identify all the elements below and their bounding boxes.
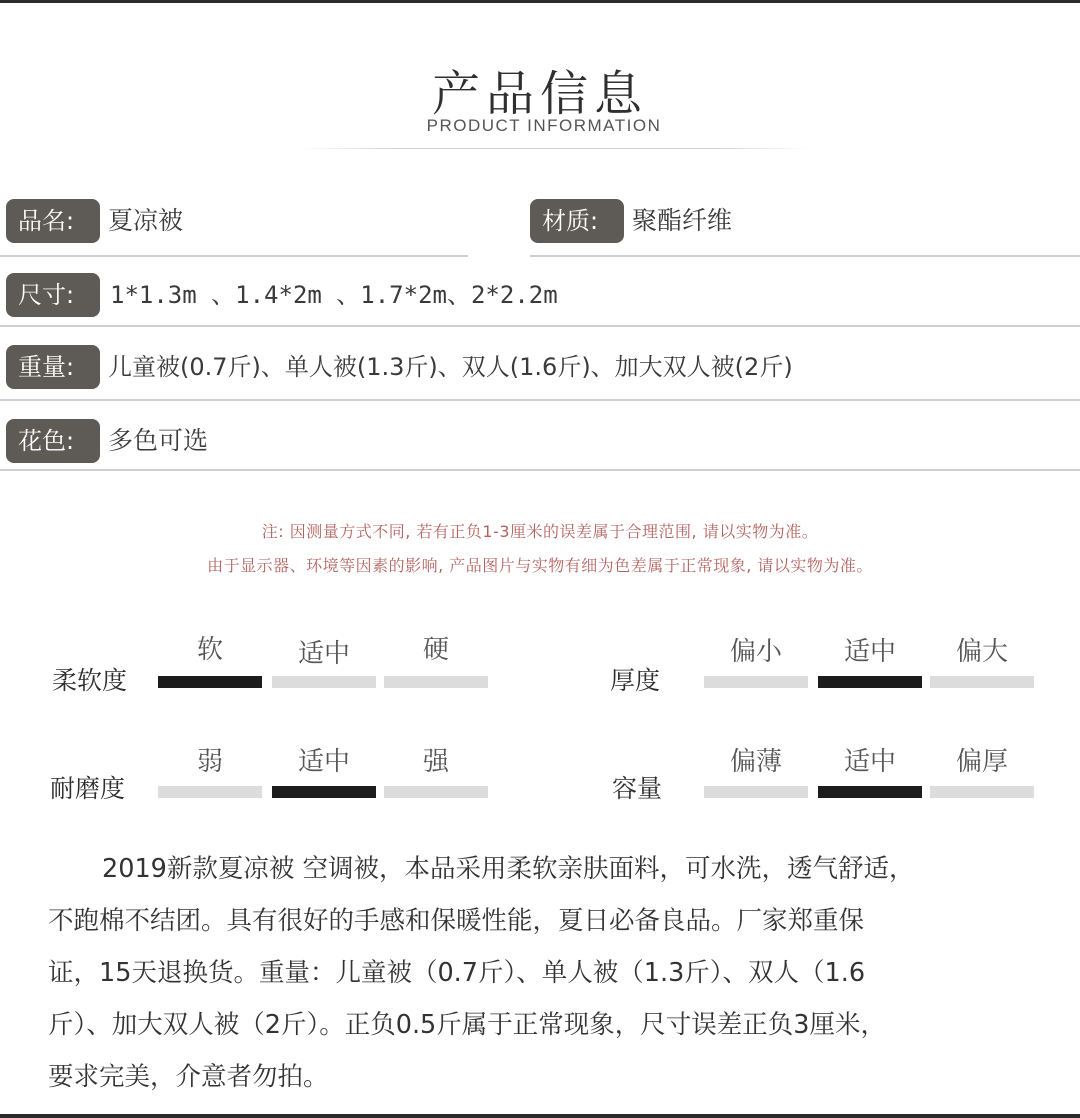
metric-thickness-bar <box>930 676 1034 688</box>
metric-softness-level: 软 <box>196 635 223 665</box>
name-divider <box>0 255 468 257</box>
metric-abrasion-label: 耐磨度 <box>50 774 126 803</box>
page-subtitle: PRODUCT INFORMATION <box>426 116 662 135</box>
metric-abrasion-bar <box>384 786 488 798</box>
metric-softness-level: 硬 <box>422 635 449 665</box>
material-tag: 材质: <box>530 199 624 243</box>
note-line-1: 注: 因测量方式不同, 若有正负1-3厘米的误差属于合理范围, 请以实物为准。 <box>261 522 819 541</box>
size-value: 1*1.3m 、1.4*2m 、1.7*2m、2*2.2m <box>110 281 558 309</box>
metric-softness-label: 柔软度 <box>52 666 128 695</box>
page-title: 产品信息 <box>431 66 648 122</box>
metric-abrasion-level: 弱 <box>196 747 223 777</box>
name-tag: 品名: <box>6 199 100 243</box>
metric-thickness-label: 厚度 <box>610 666 661 695</box>
weight-divider <box>0 399 1080 401</box>
title-divider <box>300 148 810 149</box>
metric-thickness-bar <box>704 676 808 688</box>
color-value: 多色可选 <box>108 426 209 455</box>
material-value: 聚酯纤维 <box>632 206 733 235</box>
description-line: 2019新款夏凉被 空调被，本品采用柔软亲肤面料，可水洗，透气舒适， <box>102 854 915 884</box>
metric-capacity-level: 适中 <box>843 747 896 777</box>
metric-abrasion-level: 强 <box>422 747 449 777</box>
description-line: 斤）、加大双人被（2斤）。正负0.5斤属于正常现象，尺寸误差正负3厘米， <box>48 1010 887 1040</box>
size-divider <box>0 325 1080 327</box>
description-line: 不跑棉不结团。具有很好的手感和保暖性能，夏日必备良品。厂家郑重保 <box>48 906 865 936</box>
color-divider <box>0 469 1080 471</box>
metric-abrasion-bar <box>272 786 376 798</box>
metric-softness-bar <box>384 676 488 688</box>
metric-abrasion-level: 适中 <box>297 747 350 777</box>
description-line: 要求完美，介意者勿拍。 <box>48 1062 329 1092</box>
metric-softness-bar <box>272 676 376 688</box>
metric-thickness-level: 适中 <box>843 637 896 667</box>
metric-capacity-bar <box>704 786 808 798</box>
metric-capacity-bar <box>930 786 1034 798</box>
metric-capacity-level: 偏薄 <box>729 747 782 777</box>
metric-thickness-level: 偏小 <box>729 637 782 667</box>
name-value: 夏凉被 <box>108 206 184 235</box>
note-line-2: 由于显示器、环境等因素的影响, 产品图片与实物有细为色差属于正常现象, 请以实物为准。 <box>207 556 873 575</box>
material-divider <box>530 255 1080 257</box>
metric-thickness-level: 偏大 <box>955 637 1008 667</box>
metric-capacity-bar <box>818 786 922 798</box>
color-tag: 花色: <box>6 419 100 463</box>
metric-capacity-level: 偏厚 <box>955 747 1008 777</box>
weight-tag: 重量: <box>6 345 100 389</box>
product-description <box>48 843 1048 1103</box>
metric-softness-bar <box>158 676 262 688</box>
size-tag: 尺寸: <box>6 273 100 317</box>
metric-softness-level: 适中 <box>297 639 350 669</box>
weight-value: 儿童被(0.7斤)、单人被(1.3斤)、双人(1.6斤)、加大双人被(2斤) <box>108 353 793 381</box>
metric-capacity-label: 容量 <box>612 774 663 803</box>
metric-abrasion-bar <box>158 786 262 798</box>
description-line: 证，15天退换货。重量：儿童被（0.7斤）、单人被（1.3斤）、双人（1.6 <box>48 958 866 988</box>
metric-thickness-bar <box>818 676 922 688</box>
